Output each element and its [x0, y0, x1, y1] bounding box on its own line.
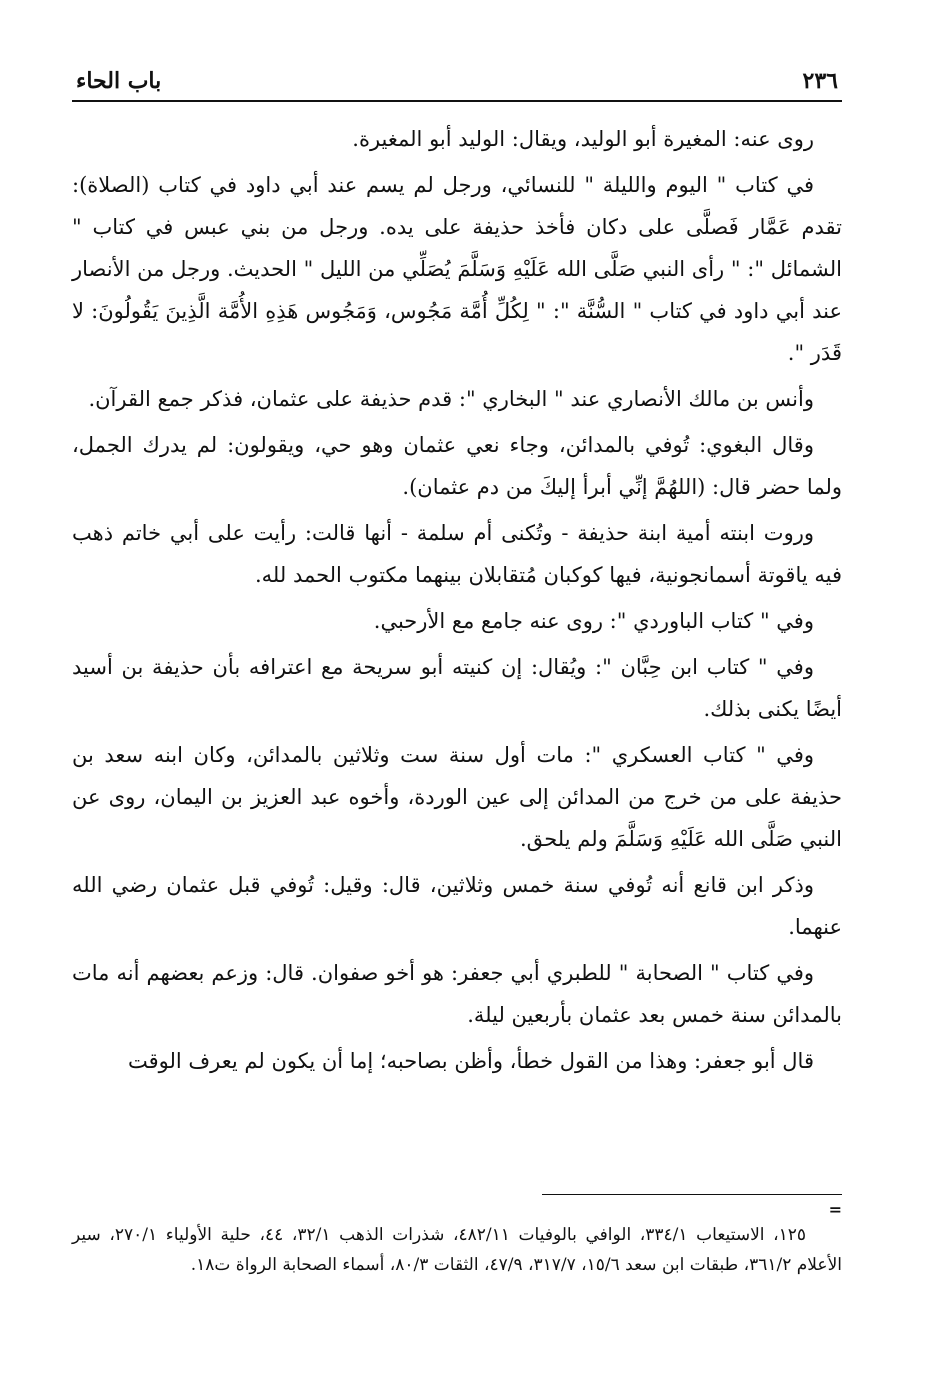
paragraph: قال أبو جعفر: وهذا من القول خطأ، وأظن بصاحبه؛ إما أن يكون لم يعرف الوقت	[127, 1049, 814, 1073]
paragraph: وذكر ابن قانع أنه تُوفي سنة خمس وثلاثين، قال: وقيل: تُوفي قبل عثمان رضي الله عنهما.	[72, 873, 842, 939]
paragraph: وفي كتاب " الصحابة " للطبري أبي جعفر: هو أخو صفوان. قال: وزعم بعضهم أنه مات بالمدائن سنة خمس بعد عثمان بأربعين ليلة.	[72, 961, 842, 1027]
paragraph: في كتاب " اليوم والليلة " للنسائي، ورجل لم يسم عند أبي داود في كتاب (الصلاة): تقدم عَمَّار فَصلَّى على دكان فأخذ حذيفة على يده. ورجل من بني عبس في كتاب " الشمائل ": " رأى النبي صَلَّى الله عَلَيْهِ وَسَلَّمَ يُصَلِّي من الليل " الحديث. ورجل من الأنصار عند أبي داود في كتاب " السُّنَّة ": " لِكُلِّ أُمَّة مَجُوس، وَمَجُوس هَذِهِ الأُمَّة الَّذِينَ يَقُولُونَ: لا قَدَر ".	[72, 173, 842, 365]
footnote-text: ١٢٥، الاستيعاب ٣٣٤/١، الوافي بالوفيات ٤٨٢/١١، شذرات الذهب ٣٢/١، ٤٤، حلية الأولياء ٢٧٠/١، سير الأعلام ٣٦١/٢، طبقات ابن سعد ١٥/٦، ٣١٧/٧، ٤٧/٩، الثقات ٨٠/٣، أسماء الصحابة الرواة ت١٨.	[72, 1225, 842, 1275]
running-header	[72, 60, 842, 102]
footnote-continuation-mark: =	[828, 1200, 842, 1219]
paragraph: وفي " كتاب الباوردي ": روى عنه جامع مع الأرحبي.	[373, 609, 814, 633]
footnotes	[72, 1220, 842, 1280]
paragraph: روى عنه: المغيرة أبو الوليد، ويقال: الوليد أبو المغيرة.	[352, 127, 814, 151]
paragraph: وفي " كتاب العسكري ": مات أول سنة ست وثلاثين بالمدائن، وكان ابنه سعد بن حذيفة على من خرج من المدائن إلى عين الوردة، وأخوه عبد العزيز بن اليمان، روى عن النبي صَلَّى الله عَلَيْهِ وَسَلَّمَ ولم يلحق.	[72, 743, 842, 851]
body-text	[72, 118, 842, 1082]
footnote-separator	[542, 1194, 842, 1195]
paragraph: وروت ابنته أمية ابنة حذيفة - وتُكنى أم سلمة - أنها قالت: رأيت على أبي خاتم ذهب فيه ياقوتة أسمانجونية، فيها كوكبان مُتقابلان بينهما مكتوب الحمد لله.	[72, 521, 842, 587]
page-number: ٢٣٦	[802, 68, 838, 94]
paragraph: وفي " كتاب ابن حِبَّان ": ويُقال: إن كنيته أبو سريحة مع اعترافه بأن حذيفة بن أسيد أيضًا يكنى بذلك.	[72, 655, 842, 721]
paragraph: وأنس بن مالك الأنصاري عند " البخاري ": قدم حذيفة على عثمان، فذكر جمع القرآن.	[88, 387, 814, 411]
document-page	[72, 60, 842, 1360]
paragraph: وقال البغوي: تُوفي بالمدائن، وجاء نعي عثمان وهو حي، ويقولون: لم يدرك الجمل، ولما حضر قال: (اللهُمَّ إنِّي أبرأ إليكَ من دم عثمان).	[72, 433, 842, 499]
chapter-title: باب الحاء	[76, 68, 162, 94]
